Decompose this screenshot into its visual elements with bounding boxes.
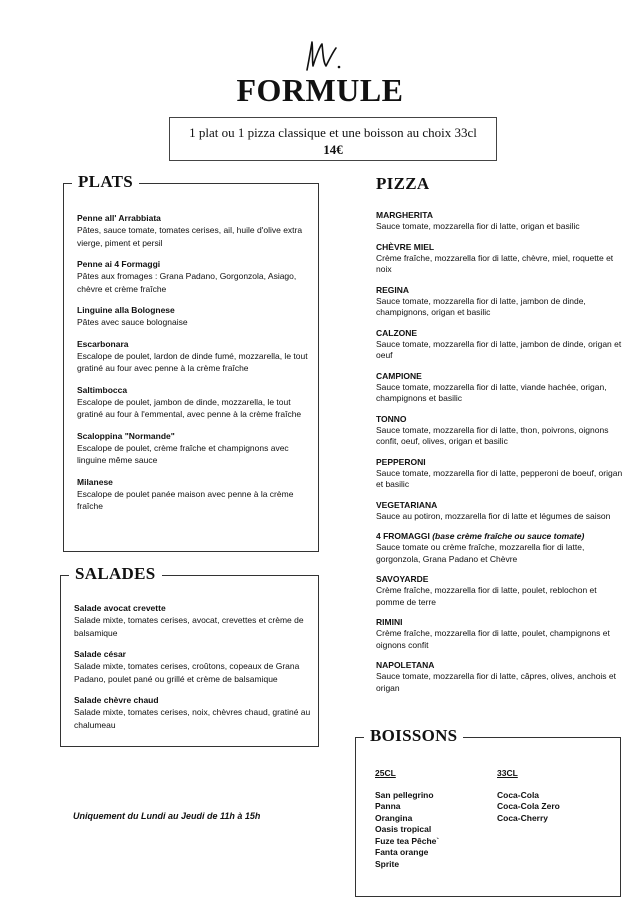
item-name: Linguine alla Bolognese xyxy=(77,305,175,315)
item-desc: Escalope de poulet, lardon de dinde fumé, mozzarella, le tout gratiné au four avec penne à la crème fraîche xyxy=(77,350,308,373)
list-item: Fuze tea Pêche` xyxy=(375,835,440,846)
plats-list xyxy=(77,213,309,523)
list-item xyxy=(376,242,626,276)
item-desc: Crème fraîche, mozzarella fior di latte, poulet, reblochon et pomme de terre xyxy=(376,585,597,607)
item-desc: Sauce tomate, mozzarella fior di latte, câpres, olives, anchois et origan xyxy=(376,671,617,693)
item-name: Penne all' Arrabbiata xyxy=(77,213,161,223)
item-name: SAVOYARDE xyxy=(376,574,429,584)
item-desc: Sauce au potiron, mozzarella fior di latte et légumes de saison xyxy=(376,510,611,521)
list-item xyxy=(77,339,309,375)
drinks-25cl-column xyxy=(375,768,439,870)
promo-price: 14€ xyxy=(323,142,343,157)
list-item: Fanta orange xyxy=(375,847,429,857)
list-item xyxy=(77,259,309,295)
item-note: (base crème fraîche ou sauce tomate) xyxy=(432,531,585,541)
item-desc: Pâtes, sauce tomate, tomates cerises, ail, huile d'olive extra vierge, piment et persil xyxy=(77,225,303,248)
item-desc: Crème fraîche, mozzarella fior di latte, chèvre, miel, roquette et noix xyxy=(376,252,614,274)
item-desc: Crème fraîche, mozzarella fior di latte, poulet, champignons et oignons confit xyxy=(376,628,610,650)
item-name: REGINA xyxy=(376,284,410,295)
salades-heading: SALADES xyxy=(69,564,162,584)
salades-list xyxy=(74,603,314,741)
list-item: Orangina xyxy=(375,812,413,823)
item-desc: Escalope de poulet, crème fraîche et champignons avec linguine même sauce xyxy=(77,442,289,465)
pizza-heading: PIZZA xyxy=(376,174,430,193)
item-name: CALZONE xyxy=(376,327,418,338)
list-item: Panna xyxy=(375,801,401,811)
list-item xyxy=(74,695,314,731)
list-item: San pellegrino xyxy=(375,789,434,800)
item-desc: Salade mixte, tomates cerises, noix, chèvres chaud, gratiné au chalumeau xyxy=(74,707,311,730)
list-item xyxy=(77,477,309,513)
plats-section xyxy=(63,172,319,552)
list-item xyxy=(77,305,309,329)
list-item xyxy=(376,457,626,491)
list-item xyxy=(77,431,309,467)
item-name: RIMINI xyxy=(376,617,403,627)
item-name: Salade avocat crevette xyxy=(74,603,166,613)
list-item xyxy=(376,574,626,608)
list-item xyxy=(376,617,626,651)
item-desc: Sauce tomate, mozzarella fior di latte, pepperoni de boeuf, origan et basilic xyxy=(376,467,623,489)
promo-box xyxy=(169,117,497,161)
item-name: MARGHERITA xyxy=(376,210,433,220)
list-item xyxy=(77,213,309,249)
item-name: NAPOLETANA xyxy=(376,660,435,670)
item-desc: Escalope de poulet panée maison avec penne à la crème fraîche xyxy=(77,488,294,511)
item-desc: Sauce tomate, mozzarella fior di latte, jambon de dinde, champignons, origan et basilic xyxy=(376,295,586,317)
item-name: Penne ai 4 Formaggi xyxy=(77,259,161,269)
column-header: 33CL xyxy=(497,768,518,778)
promo-text: 1 plat ou 1 pizza classique et une boisson au choix 33cl xyxy=(189,125,477,140)
item-name: VEGETARIANA xyxy=(376,499,438,510)
item-desc: Sauce tomate, mozzarella fior di latte, thon, poivrons, oignons confit, oeuf, olives, origan et basilic xyxy=(376,424,609,446)
list-item: Sprite xyxy=(375,858,400,869)
list-item xyxy=(376,371,626,405)
page-title: FORMULE xyxy=(236,72,404,108)
list-item xyxy=(77,385,309,421)
list-item xyxy=(376,210,626,233)
item-name: Salade chèvre chaud xyxy=(74,695,159,705)
item-desc: Escalope de poulet, jambon de dinde, mozzarella, le tout gratiné au four à l'emmental, avec penne à la crème fraîche xyxy=(77,396,302,419)
list-item: Coca-Cola Zero xyxy=(497,801,560,811)
list-item xyxy=(74,649,314,685)
item-name: Saltimbocca xyxy=(77,384,128,395)
list-item xyxy=(376,414,626,448)
item-name: CAMPIONE xyxy=(376,370,422,381)
plats-heading: PLATS xyxy=(72,172,139,192)
item-desc: Pâtes avec sauce bolognaise xyxy=(77,317,188,327)
item-name: PEPPERONI xyxy=(376,456,426,467)
item-desc: Salade mixte, tomates cerises, croûtons, copeaux de Grana Padano, poulet pané ou grillé et crème de balsamique xyxy=(74,661,300,684)
list-item: Coca-Cherry xyxy=(497,812,549,823)
item-desc: Sauce tomate, mozzarella fior di latte, origan et basilic xyxy=(376,221,580,231)
list-item xyxy=(376,531,626,565)
item-name: CHÈVRE MIEL xyxy=(376,241,435,252)
pizza-list xyxy=(376,210,626,703)
boissons-heading: BOISSONS xyxy=(364,726,463,746)
list-item xyxy=(376,500,626,523)
list-item: Coca-Cola xyxy=(497,789,540,800)
item-desc: Sauce tomate, mozzarella fior di latte, jambon de dinde, origan et oeuf xyxy=(376,338,622,360)
item-name: Salade césar xyxy=(74,649,126,659)
boissons-section xyxy=(355,726,621,897)
item-desc: Sauce tomate ou crème fraîche, mozzarella fior di latte, gorgonzola, Grana Padano et Chèvre xyxy=(376,542,585,564)
list-item xyxy=(376,660,626,694)
brand-logo xyxy=(0,36,640,72)
salades-section xyxy=(60,564,319,747)
item-name: Milanese xyxy=(77,476,113,487)
item-desc: Pâtes aux fromages : Grana Padano, Gorgonzola, Asiago, chèvre et crème fraîche xyxy=(77,271,297,294)
list-item xyxy=(376,328,626,362)
item-name: Escarbonara xyxy=(77,338,129,349)
item-name: Scaloppina "Normande" xyxy=(77,430,175,441)
availability-note: Uniquement du Lundi au Jeudi de 11h à 15h xyxy=(73,811,261,821)
item-desc: Salade mixte, tomates cerises, avocat, crevettes et crème de balsamique xyxy=(74,615,304,638)
item-name: 4 FROMAGGI (base crème fraîche ou sauce tomate) xyxy=(376,531,585,541)
list-item: Oasis tropical xyxy=(375,824,432,834)
column-header: 25CL xyxy=(375,768,396,778)
drinks-33cl-column xyxy=(497,768,560,824)
item-desc: Sauce tomate, mozzarella fior di latte, viande hachée, origan, champignons et basilic xyxy=(376,381,607,403)
item-name: TONNO xyxy=(376,413,407,424)
list-item xyxy=(376,285,626,319)
list-item xyxy=(74,603,314,639)
